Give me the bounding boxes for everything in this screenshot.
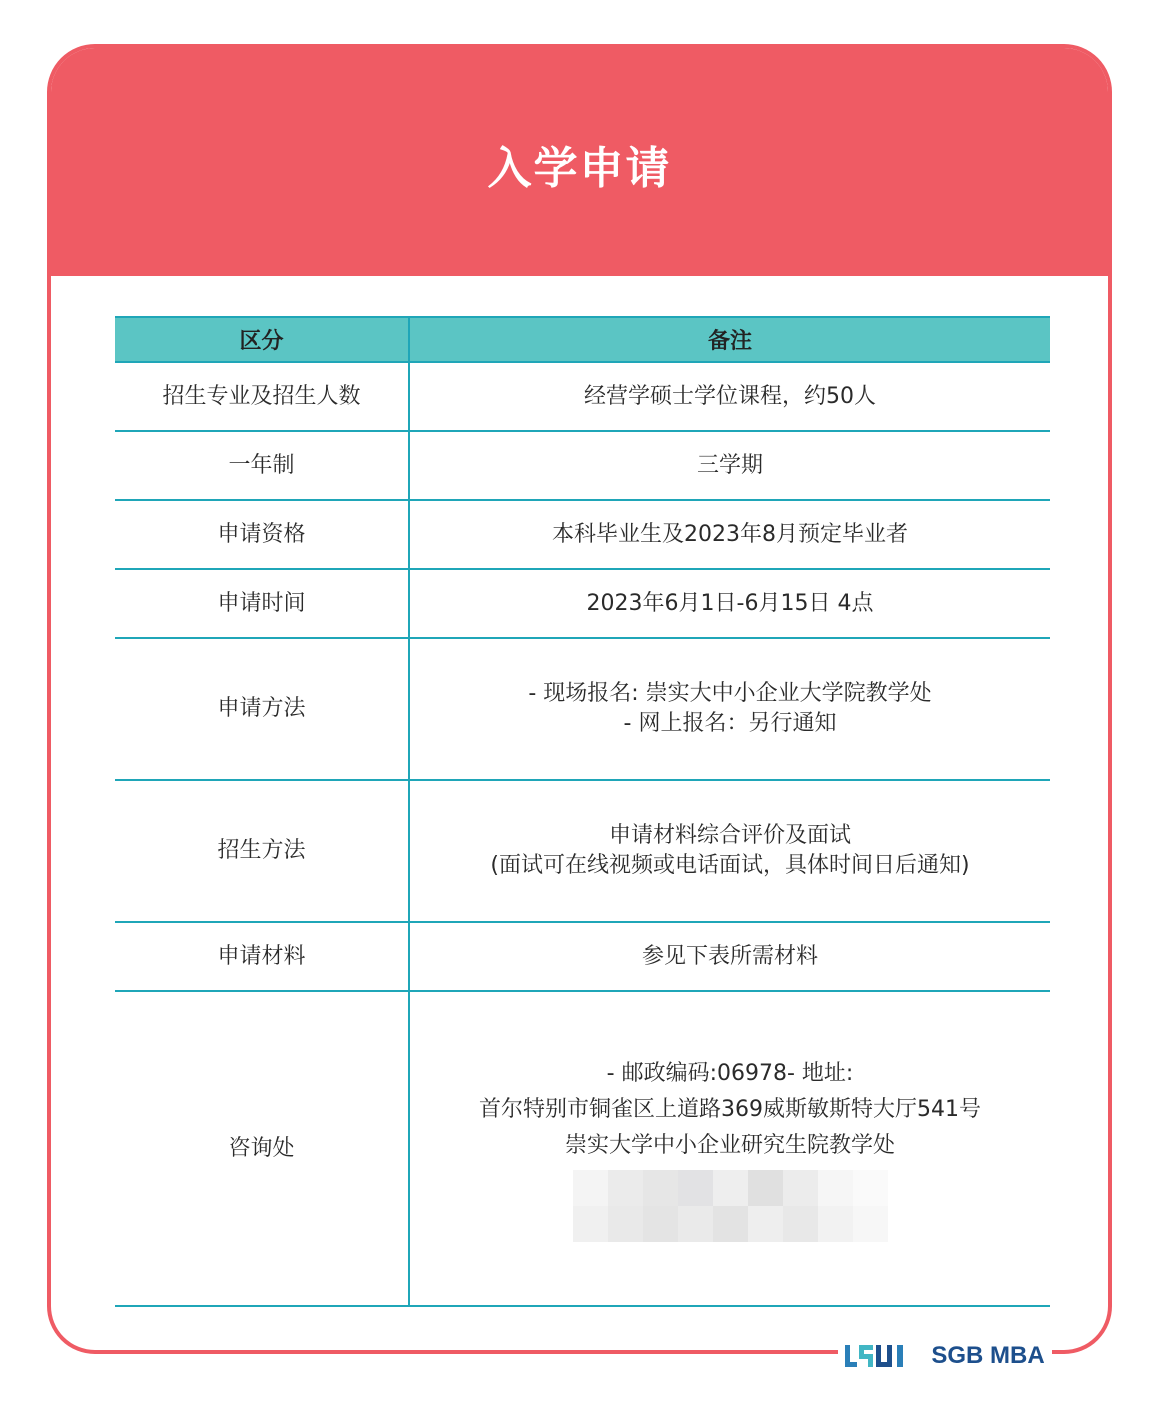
row-value [409, 922, 1050, 991]
brand-logo [838, 1336, 1052, 1376]
header-category: 区分 [115, 317, 409, 362]
table-row [115, 569, 1050, 638]
row-label: 招生专业及招生人数 [115, 362, 409, 431]
value-line: 申请材料综合评价及面试 [608, 823, 851, 848]
row-value [409, 431, 1050, 500]
page-title: 入学申请 [487, 143, 672, 194]
value-line: - 邮政编码:06978- 地址: [606, 1060, 854, 1086]
row-label: 申请材料 [115, 922, 409, 991]
value-line: - 网上报名：另行通知 [623, 711, 837, 736]
row-value [409, 991, 1050, 1306]
row-value [409, 638, 1050, 780]
logo-text: SGB MBA [931, 1342, 1045, 1369]
row-label: 咨询处 [115, 991, 409, 1306]
table-row [115, 922, 1050, 991]
table-row [115, 431, 1050, 500]
redacted-contact [410, 1170, 1050, 1242]
value-line: 崇实大学中小企业研究生院教学处 [564, 1132, 895, 1158]
row-label: 申请资格 [115, 500, 409, 569]
value-line: 首尔特别市铜雀区上道路369威斯敏斯特大厅541号 [479, 1096, 981, 1122]
row-value [409, 780, 1050, 922]
value-line: 三学期 [696, 452, 763, 478]
row-value [409, 500, 1050, 569]
card-header [51, 48, 1108, 276]
table-row [115, 500, 1050, 569]
row-value [409, 362, 1050, 431]
admission-card [47, 44, 1112, 1354]
table-header-row [115, 317, 1050, 362]
table-row [115, 991, 1050, 1306]
value-line: - 现场报名: 崇实大中小企业大学院教学处 [528, 681, 932, 706]
table-row [115, 638, 1050, 780]
value-line: 2023年6月1日-6月15日 4点 [586, 590, 874, 616]
row-value [409, 569, 1050, 638]
header-remarks: 备注 [409, 317, 1050, 362]
row-label: 申请时间 [115, 569, 409, 638]
admission-table [115, 316, 1050, 1307]
table-row [115, 780, 1050, 922]
value-line: (面试可在线视频或电话面试，具体时间日后通知) [490, 853, 970, 878]
value-line: 参见下表所需材料 [641, 943, 818, 969]
row-label: 一年制 [115, 431, 409, 500]
value-line: 经营学硕士学位课程，约50人 [584, 383, 876, 409]
row-label: 申请方法 [115, 638, 409, 780]
table-row [115, 362, 1050, 431]
sgb-logo-icon [845, 1341, 921, 1371]
row-label: 招生方法 [115, 780, 409, 922]
value-line: 本科毕业生及2023年8月预定毕业者 [552, 521, 908, 547]
